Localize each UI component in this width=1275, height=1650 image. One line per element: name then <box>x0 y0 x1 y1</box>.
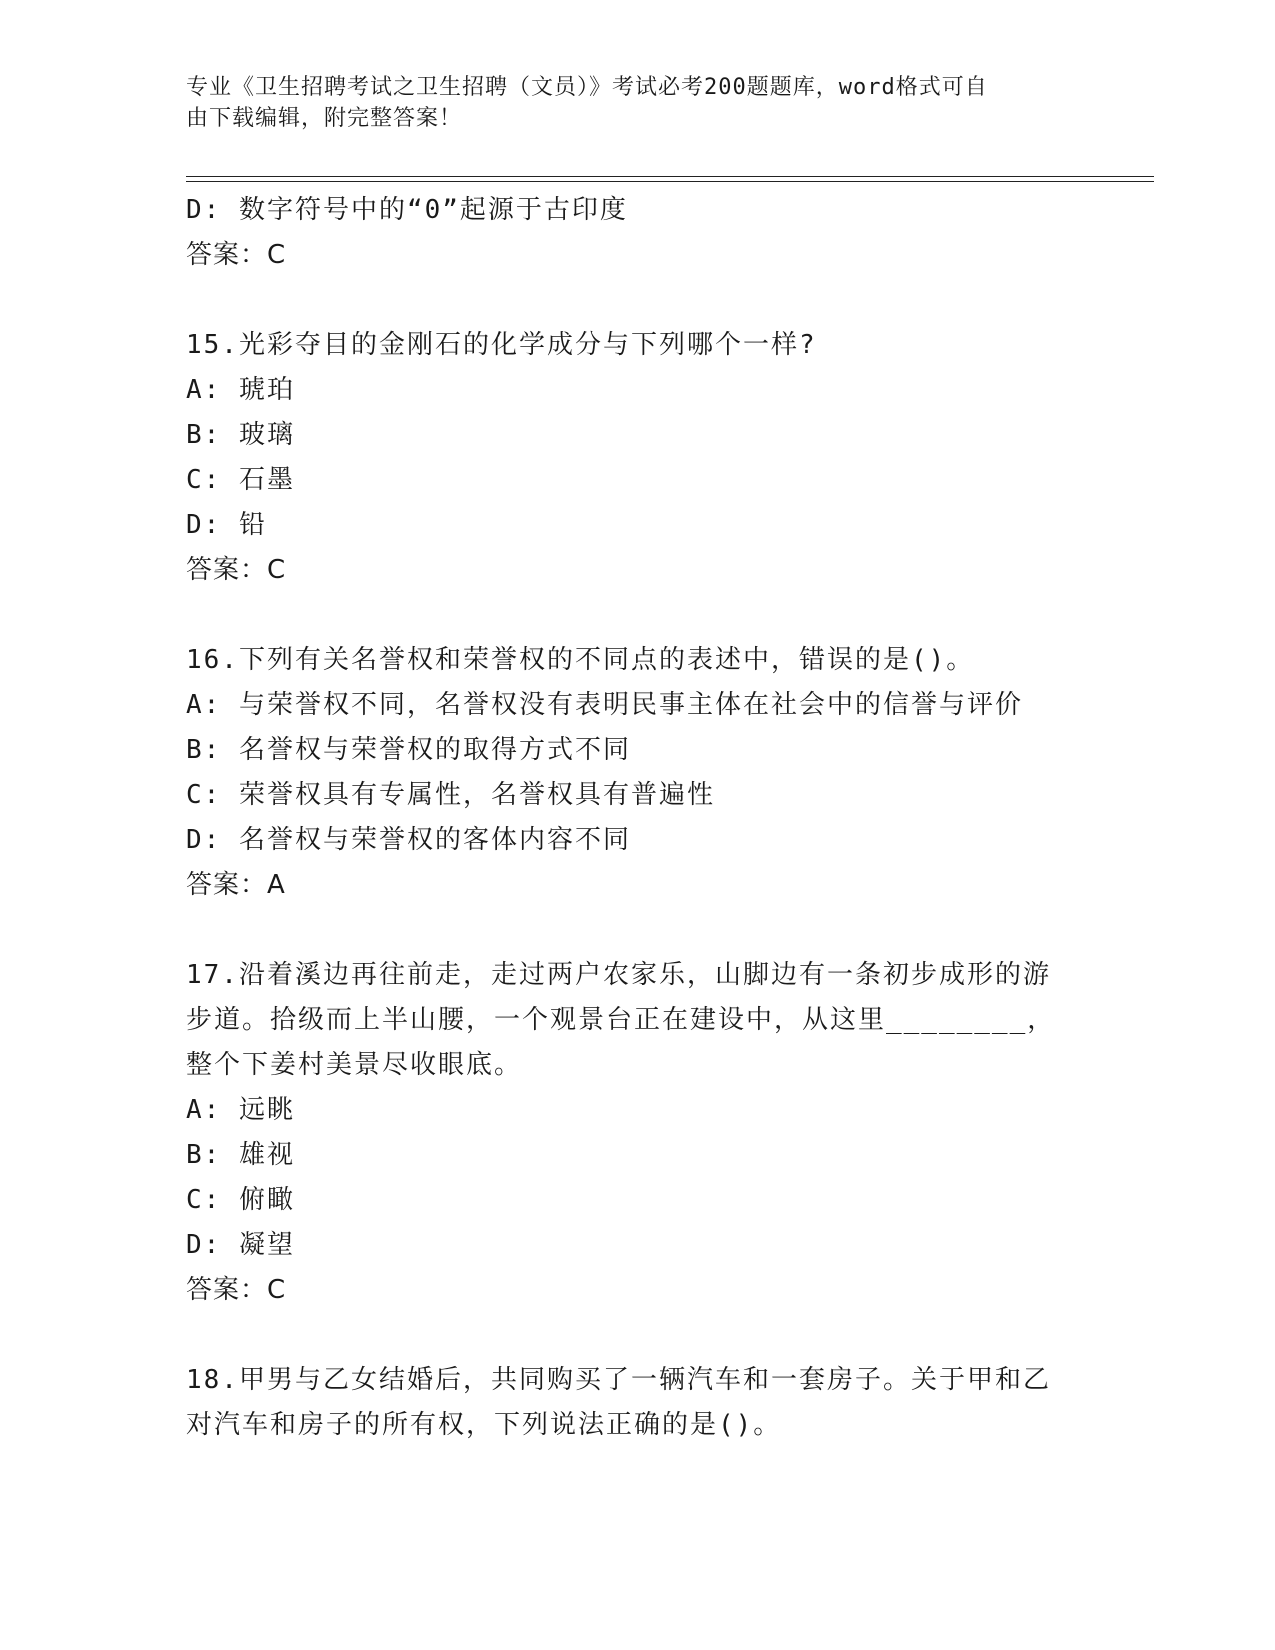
option-d: D: 数字符号中的“0”起源于古印度 <box>186 195 628 225</box>
question-stem: 16.下列有关名誉权和荣誉权的不同点的表述中，错误的是()。 <box>186 645 975 675</box>
option-c: C: 石墨 <box>186 465 295 495</box>
question-stem-line-3: 整个下姜村美景尽收眼底。 <box>186 1050 523 1080</box>
option-d: D: 铅 <box>186 510 267 540</box>
option-a: A: 琥珀 <box>186 375 295 405</box>
header-line-2: 由下载编辑，附完整答案！ <box>186 106 463 131</box>
option-a: A: 远眺 <box>186 1095 295 1125</box>
document-header <box>186 72 1066 134</box>
answer-line: 答案：A <box>186 870 286 900</box>
question-17 <box>186 953 1086 1313</box>
option-d: D: 名誉权与荣誉权的客体内容不同 <box>186 825 631 855</box>
option-a: A: 与荣誉权不同，名誉权没有表明民事主体在社会中的信誉与评价 <box>186 690 1023 720</box>
option-b: B: 雄视 <box>186 1140 295 1170</box>
header-rule-top <box>186 176 1154 177</box>
question-list <box>186 188 1086 1448</box>
answer-line: 答案：C <box>186 1275 287 1305</box>
option-b: B: 玻璃 <box>186 420 295 450</box>
header-rule-bottom <box>186 181 1154 182</box>
question-15 <box>186 323 1086 593</box>
header-line-1: 专业《卫生招聘考试之卫生招聘（文员）》考试必考200题题库，word格式可自 <box>186 75 988 100</box>
option-c: C: 俯瞰 <box>186 1185 295 1215</box>
answer-line: 答案：C <box>186 240 287 270</box>
question-stem-line-2: 步道。拾级而上半山腰，一个观景台正在建设中，从这里________， <box>186 1005 1056 1035</box>
question-stem-line-2: 对汽车和房子的所有权，下列说法正确的是()。 <box>186 1410 782 1440</box>
question-14-tail <box>186 188 1086 278</box>
answer-line: 答案：C <box>186 555 287 585</box>
option-c: C: 荣誉权具有专属性，名誉权具有普遍性 <box>186 780 715 810</box>
question-stem-line-1: 17.沿着溪边再往前走，走过两户农家乐，山脚边有一条初步成形的游 <box>186 960 1051 990</box>
question-16 <box>186 638 1086 908</box>
question-stem: 15.光彩夺目的金刚石的化学成分与下列哪个一样? <box>186 330 817 360</box>
question-18 <box>186 1358 1086 1448</box>
question-stem-line-1: 18.甲男与乙女结婚后，共同购买了一辆汽车和一套房子。关于甲和乙 <box>186 1365 1051 1395</box>
option-d: D: 凝望 <box>186 1230 295 1260</box>
option-b: B: 名誉权与荣誉权的取得方式不同 <box>186 735 631 765</box>
